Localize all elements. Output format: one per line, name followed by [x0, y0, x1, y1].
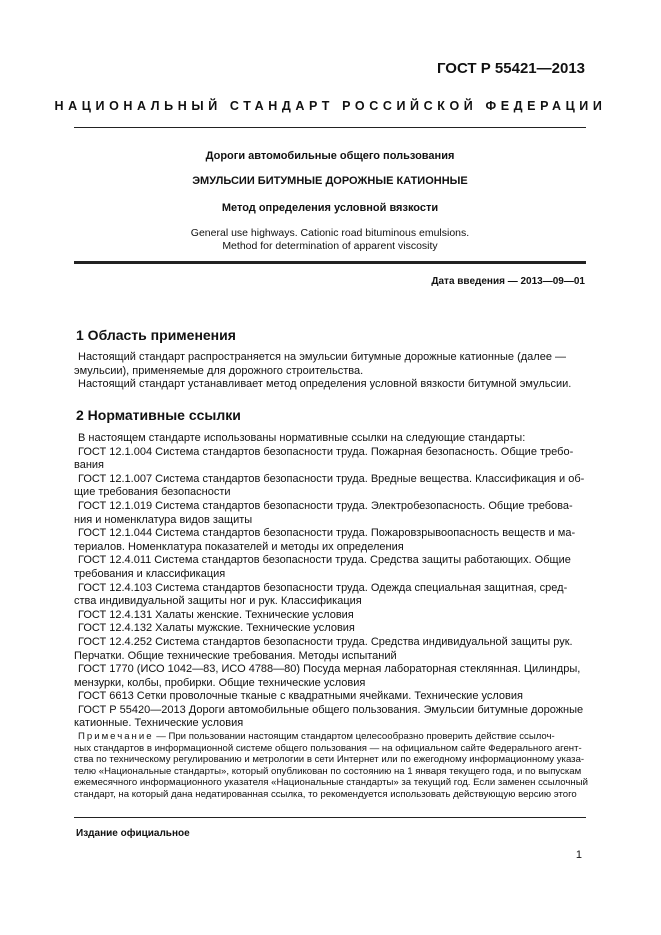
footer-divider — [74, 817, 586, 818]
note-line: ежемесячного информационного указателя «Национальные стандарты» за текущий год. Если заменен ссылочный — [74, 777, 588, 789]
section-1-body — [74, 351, 586, 392]
reference-line: ГОСТ 12.4.131 Халаты женские. Технические условия — [78, 608, 354, 621]
reference-line: ГОСТ 12.4.132 Халаты мужские. Технические условия — [78, 622, 355, 635]
note-line: ства по техническому регулированию и метрологии в сети Интернет или по ежегодному информационному указа- — [74, 754, 585, 766]
text-line: эмульсии), применяемые для дорожного строительства. — [74, 364, 364, 377]
title-group: Дороги автомобильные общего пользования — [205, 150, 455, 162]
note-line: ных стандартов в информационной системе общего пользования — на официальном сайте Федерального агент- — [74, 742, 582, 754]
page-number: 1 — [575, 849, 582, 861]
standard-code: ГОСТ Р 55421—2013 — [436, 60, 585, 77]
note-line: стандарт, на который дана недатированная ссылка, то рекомендуется использовать действующую версию этого — [74, 788, 577, 800]
note-line: телю «Национальные стандарты», который опубликован по состоянию на 1 января текущего года, и по выпускам — [74, 765, 582, 777]
english-title-line: General use highways. Cationic road bituminous emulsions. — [190, 227, 470, 239]
reference-line: ГОСТ 12.1.019 Система стандартов безопасности труда. Электробезопасность. Общие требова- — [78, 499, 573, 512]
reference-line: ГОСТ 12.1.004 Система стандартов безопасности труда. Пожарная безопасность. Общие требо- — [78, 445, 574, 458]
reference-line: ГОСТ 12.1.007 Система стандартов безопасности труда. Вредные вещества. Классификация и об- — [78, 472, 585, 485]
edition-label: Издание официальное — [76, 828, 190, 839]
reference-line: ГОСТ 12.4.103 Система стандартов безопасности труда. Одежда специальная защитная, сред- — [78, 581, 568, 594]
reference-line: ГОСТ 12.1.044 Система стандартов безопасности труда. Пожаровзрывоопасность веществ и ма- — [78, 527, 576, 540]
note-block — [74, 731, 586, 801]
reference-line: вания — [74, 459, 105, 472]
text-line: Настоящий стандарт распространяется на эмульсии битумные дорожные катионные (далее — — [78, 351, 567, 363]
reference-line: ГОСТ 1770 (ИСО 1042—83, ИСО 4788—80) Посуда мерная лабораторная стеклянная. Цилиндры, — [78, 663, 581, 676]
text-line: Настоящий стандарт устанавливает метод определения условной вязкости битумной эмульсии. — [78, 378, 572, 391]
english-title — [74, 227, 586, 253]
reference-line: В настоящем стандарте использованы нормативные ссылки на следующие стандарты: — [78, 432, 526, 444]
reference-line: Перчатки. Общие технические требования. Методы испытаний — [74, 649, 397, 662]
note-text: — При пользовании настоящим стандартом целесообразно проверить действие ссылоч- — [153, 731, 555, 742]
reference-line: требования и классификация — [74, 567, 226, 580]
reference-line: ГОСТ Р 55420—2013 Дороги автомобильные общего пользования. Эмульсии битумные дорожные — [78, 703, 584, 716]
reference-line: ства индивидуальной защиты ног и рук. Классификация — [74, 595, 362, 608]
section-2-heading: 2 Нормативные ссылки — [76, 407, 241, 423]
title-divider — [74, 261, 586, 264]
introduction-date: Дата введения — 2013—09—01 — [431, 276, 585, 287]
title-method: Метод определения условной вязкости — [221, 202, 439, 214]
title-main: ЭМУЛЬСИИ БИТУМНЫЕ ДОРОЖНЫЕ КАТИОННЫЕ — [192, 175, 468, 187]
reference-line: щие требования безопасности — [74, 486, 231, 499]
note-label: Примечание — [78, 731, 154, 742]
section-2-body — [74, 432, 586, 731]
national-standard-banner: НАЦИОНАЛЬНЫЙ СТАНДАРТ РОССИЙСКОЙ ФЕДЕРАЦИИ — [54, 99, 607, 113]
reference-line: мензурки, колбы, пробирки. Общие технические условия — [74, 676, 366, 689]
reference-line: ния и номенклатура видов защиты — [74, 513, 253, 526]
section-1-heading: 1 Область применения — [76, 327, 236, 343]
english-title-line: Method for determination of apparent viscosity — [222, 240, 438, 252]
reference-line: катионные. Технические условия — [74, 717, 244, 730]
note-first-line — [74, 731, 586, 743]
reference-line: ГОСТ 12.4.252 Система стандартов безопасности труда. Средства индивидуальной защиты рук. — [78, 635, 573, 648]
reference-line: териалов. Номенклатура показателей и методы их определения — [74, 540, 404, 553]
reference-line: ГОСТ 6613 Сетки проволочные тканые с квадратными ячейками. Технические условия — [78, 690, 523, 703]
reference-line: ГОСТ 12.4.011 Система стандартов безопасности труда. Средства защиты работающих. Общие — [78, 554, 571, 567]
header-divider — [74, 127, 586, 128]
